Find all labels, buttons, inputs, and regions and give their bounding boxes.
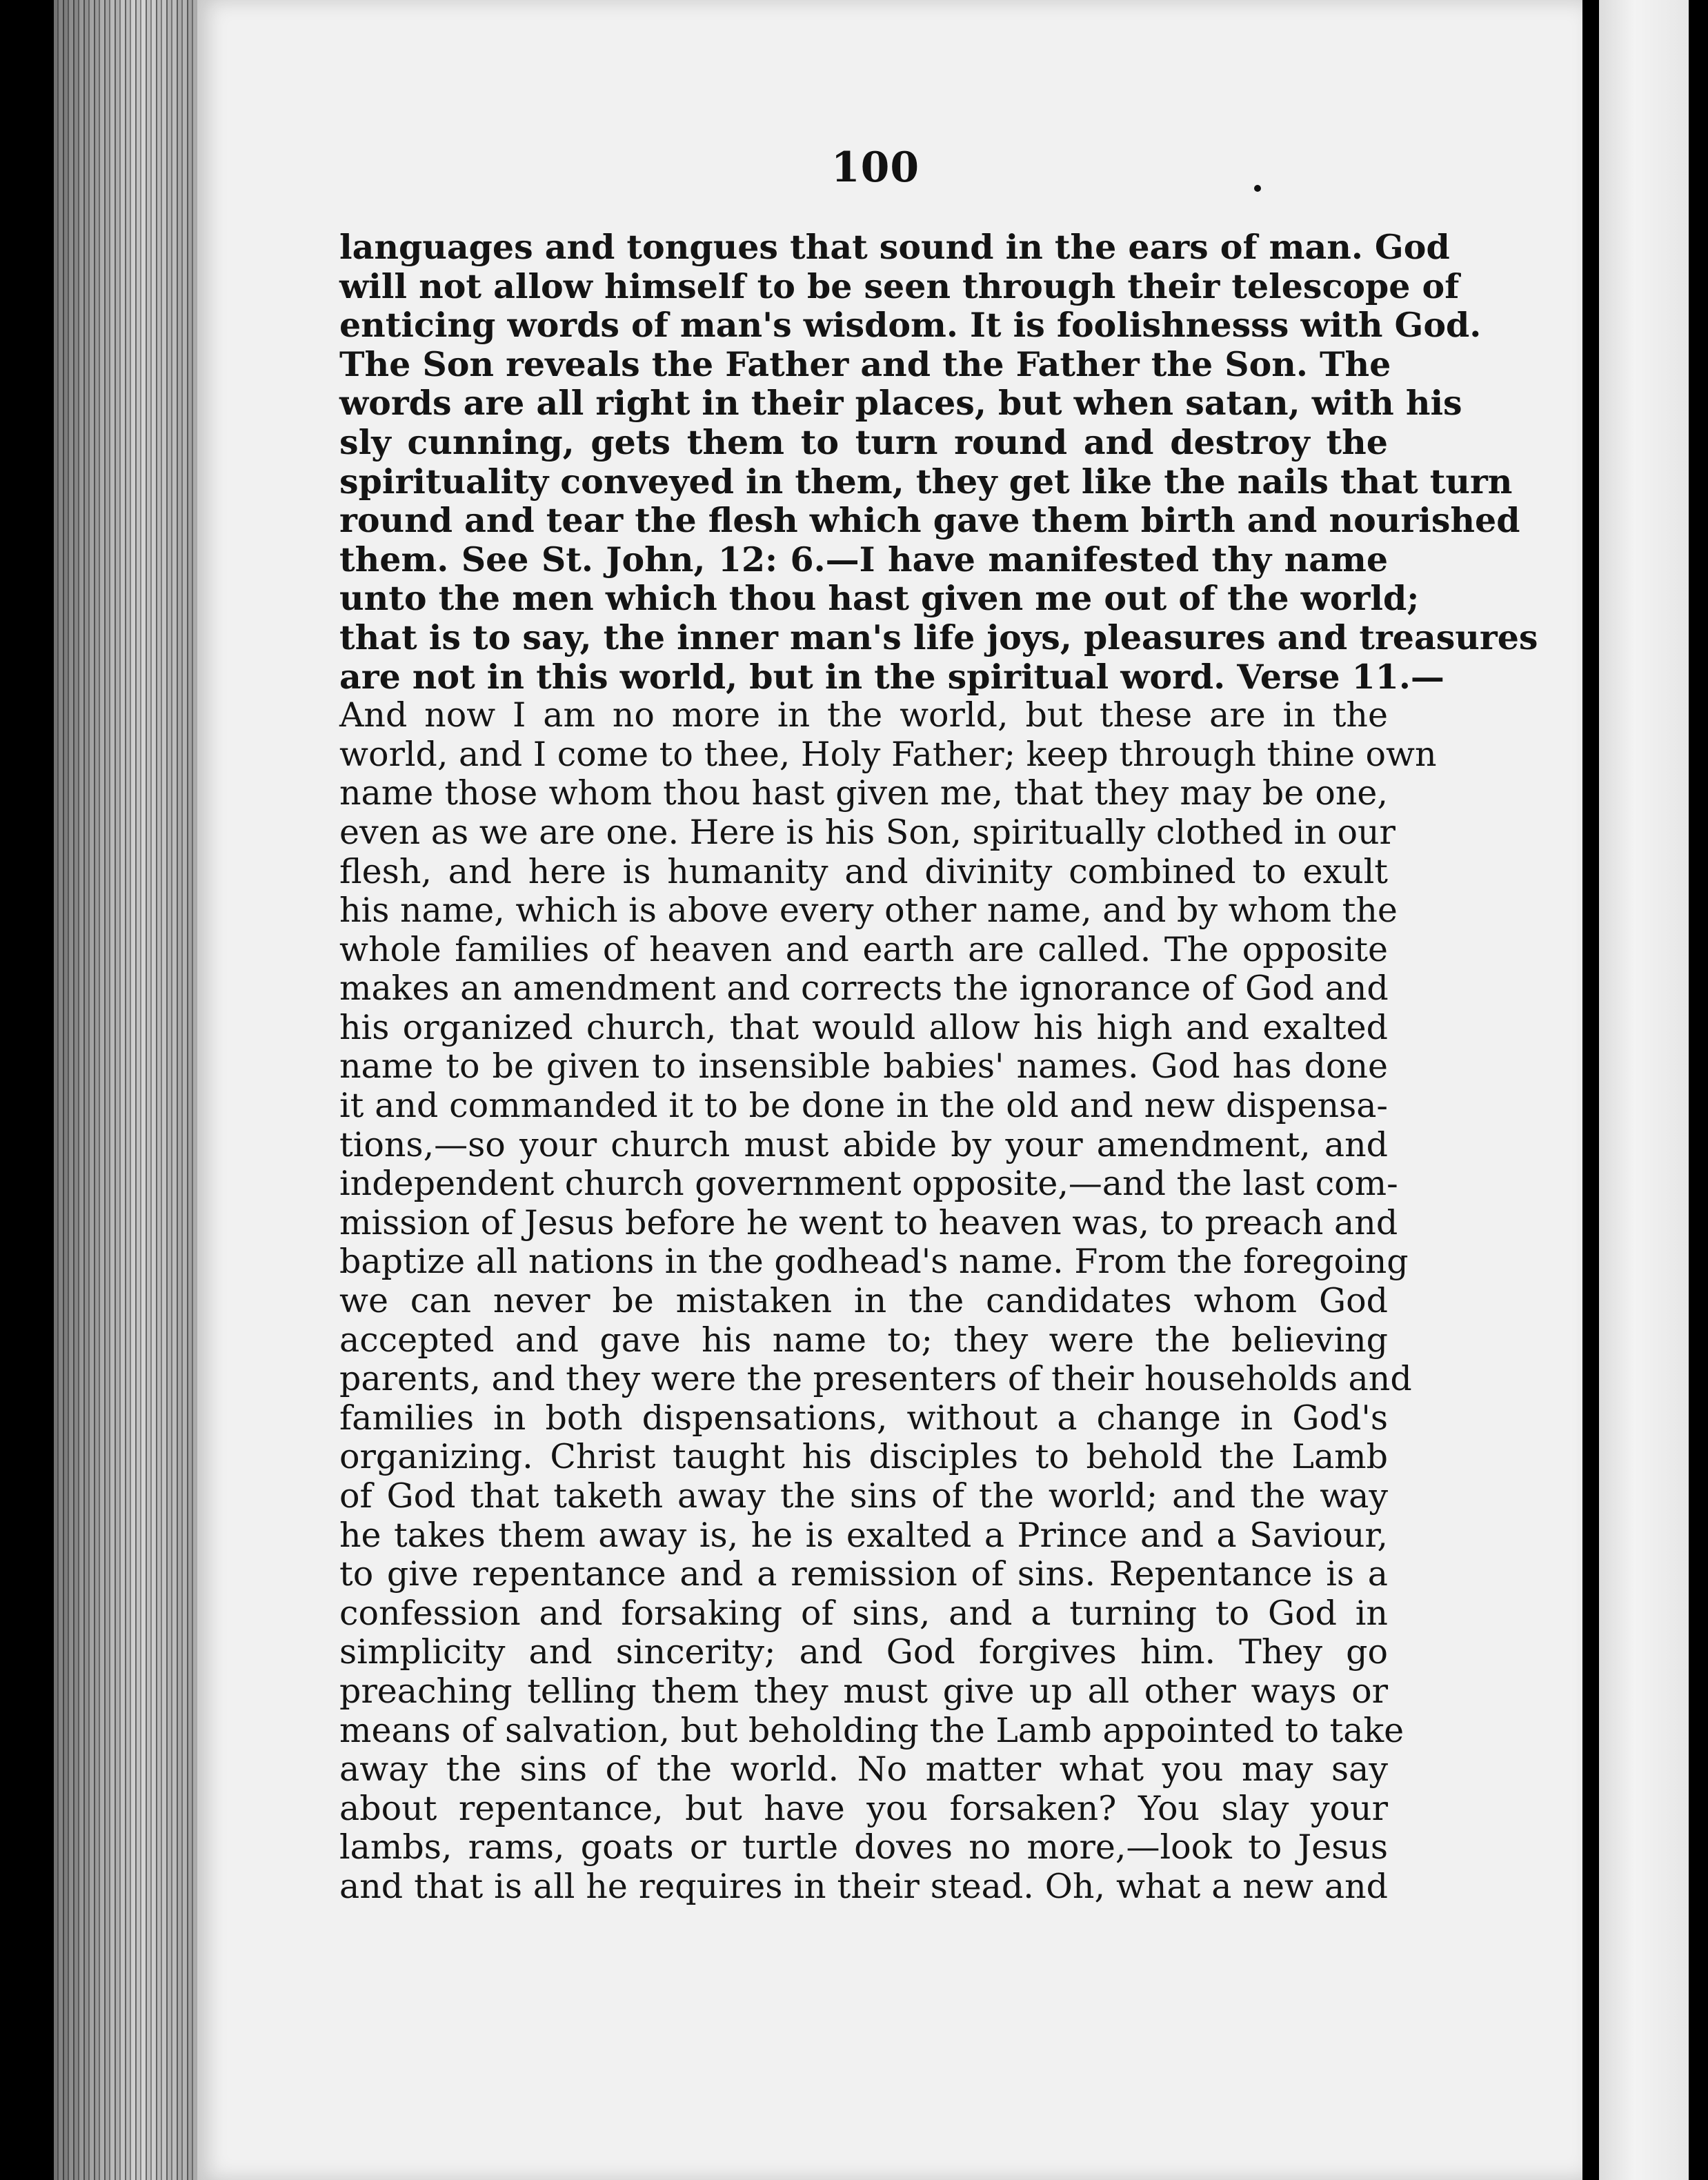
text-line: baptize all nations in the godhead's name. From the foregoing bbox=[339, 1242, 1409, 1282]
text-line: unto the men which thou hast given me out of the world; bbox=[339, 578, 1420, 619]
text-line: that is to say, the inner man's life joys, pleasures and treasures bbox=[339, 617, 1538, 657]
text-line: name those whom thou hast given me, that they may be one, bbox=[339, 773, 1388, 813]
page-number: 100 bbox=[831, 143, 920, 192]
text-line: away the sins of the world. No matter what you may say bbox=[339, 1750, 1388, 1790]
text-line: he takes them away is, he is exalted a Prince and a Saviour, bbox=[339, 1515, 1388, 1555]
text-line: tions,—so your church must abide by your amendment, and bbox=[339, 1124, 1388, 1165]
text-line: we can never be mistaken in the candidates whom God bbox=[339, 1281, 1388, 1321]
ink-dot-mark bbox=[1254, 185, 1261, 192]
body-text bbox=[339, 227, 1538, 1907]
text-line: The Son reveals the Father and the Father the Son. The bbox=[339, 344, 1391, 384]
text-line: lambs, rams, goats or turtle doves no more,—look to Jesus bbox=[339, 1827, 1388, 1867]
text-line: mission of Jesus before he went to heaven was, to preach and bbox=[339, 1202, 1398, 1242]
text-line: whole families of heaven and earth are called. The opposite bbox=[339, 929, 1388, 969]
text-line: means of salvation, but beholding the Lamb appointed to take bbox=[339, 1710, 1404, 1750]
text-line: it and commanded it to be done in the old and new dispensa- bbox=[339, 1086, 1388, 1126]
text-line: accepted and gave his name to; they were the believing bbox=[339, 1320, 1388, 1360]
text-line: spirituality conveyed in them, they get like the nails that turn bbox=[339, 461, 1513, 502]
text-line: confession and forsaking of sins, and a turning to God in bbox=[339, 1593, 1388, 1633]
text-line: organizing. Christ taught his disciples to behold the Lamb bbox=[339, 1437, 1388, 1477]
text-line: and that is all he requires in their stead. Oh, what a new and bbox=[339, 1866, 1388, 1906]
text-line: families in both dispensations, without a change in God's bbox=[339, 1398, 1388, 1438]
page-stack-shadow bbox=[54, 0, 199, 2180]
text-line: independent church government opposite,—and the last com- bbox=[339, 1164, 1398, 1204]
text-line: name to be given to insensible babies' names. God has done bbox=[339, 1047, 1388, 1087]
text-line: round and tear the flesh which gave them birth and nourished bbox=[339, 500, 1520, 541]
text-line: to give repentance and a remission of sins. Repentance is a bbox=[339, 1554, 1388, 1594]
page-gutter bbox=[1582, 0, 1599, 2180]
text-line: makes an amendment and corrects the ignorance of God and bbox=[339, 969, 1389, 1009]
right-border bbox=[1689, 0, 1708, 2180]
text-line: even as we are one. Here is his Son, spiritually clothed in our bbox=[339, 812, 1396, 852]
right-page-edge bbox=[1599, 0, 1689, 2180]
text-line: are not in this world, but in the spiritual word. Verse 11.— bbox=[339, 656, 1444, 697]
text-line: his name, which is above every other name, and by whom the bbox=[339, 891, 1398, 931]
text-line: world, and I come to thee, Holy Father; keep through thine own bbox=[339, 734, 1437, 774]
text-line: will not allow himself to be seen through their telescope of bbox=[339, 266, 1460, 306]
text-line: languages and tongues that sound in the ears of man. God bbox=[339, 227, 1450, 267]
text-line: flesh, and here is humanity and divinity combined to exult bbox=[339, 851, 1388, 891]
text-line: them. See St. John, 12: 6.—I have manifested thy name bbox=[339, 539, 1388, 579]
text-line: sly cunning, gets them to turn round and destroy the bbox=[339, 422, 1388, 462]
text-line: And now I am no more in the world, but these are in the bbox=[339, 695, 1388, 735]
text-line: preaching telling them they must give up all other ways or bbox=[339, 1671, 1388, 1711]
text-line: of God that taketh away the sins of the world; and the way bbox=[339, 1476, 1388, 1516]
text-line: parents, and they were the presenters of their households and bbox=[339, 1359, 1412, 1399]
text-line: about repentance, but have you forsaken? You slay your bbox=[339, 1788, 1388, 1828]
text-line: his organized church, that would allow his high and exalted bbox=[339, 1007, 1388, 1047]
text-line: words are all right in their places, but when satan, with his bbox=[339, 383, 1462, 424]
text-line: simplicity and sincerity; and God forgives him. They go bbox=[339, 1632, 1388, 1672]
text-line: enticing words of man's wisdom. It is foolishnesss with God. bbox=[339, 305, 1482, 346]
